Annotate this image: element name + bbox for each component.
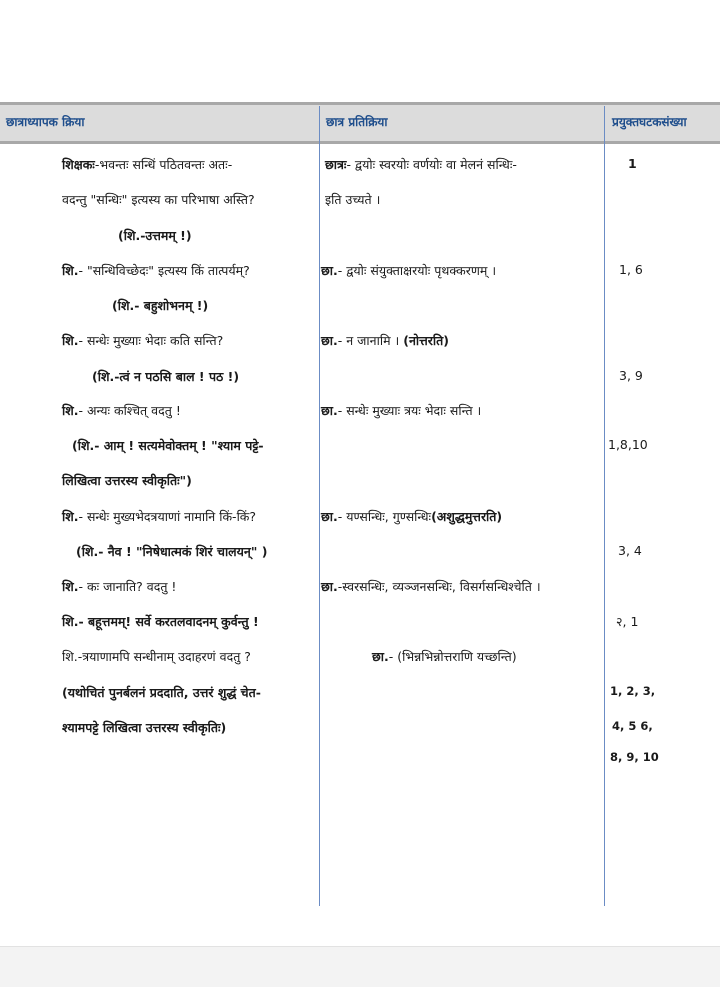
- teacher-text: शि.-त्रयाणामपि सन्धीनाम् उदाहरणं वदतु ?: [62, 649, 251, 664]
- student-text: छा.-स्वरसन्धिः, व्यञ्जनसन्धिः, विसर्गसन्धिश्चेति ।: [321, 579, 541, 594]
- components-count: 1, 6: [619, 262, 643, 277]
- components-count: 3, 4: [618, 543, 642, 558]
- teacher-feedback: (शि.-उत्तमम् !): [118, 228, 192, 243]
- components-count: 1, 2, 3,: [610, 684, 656, 698]
- student-text: छा.- (भिन्नभिन्नोत्तराणि यच्छन्ति): [372, 649, 517, 664]
- teacher-feedback: (शि.- आम् ! सत्यमेवोक्तम् ! "श्याम पट्टे-: [72, 438, 264, 453]
- teacher-text: शि.- बहूत्तमम्! सर्वे करतलवादनम् कुर्वन्तु !: [62, 614, 259, 629]
- teacher-text: शि.- सन्धेः मुख्याः भेदाः कति सन्ति?: [62, 333, 224, 348]
- teacher-text: (यथोचितं पुनर्बलनं प्रददाति, उत्तरं शुद्धं चेत-: [62, 685, 261, 700]
- components-count: २, 1: [616, 614, 639, 629]
- header-components-used: प्रयुक्तघटकसंख्या: [612, 115, 687, 129]
- components-count: 3, 9: [619, 368, 643, 383]
- components-count: 8, 9, 10: [610, 750, 659, 764]
- teacher-feedback: (शि.-त्वं न पठसि बाल ! पठ !): [92, 369, 240, 384]
- teacher-text: शिक्षकः-भवन्तः सन्धिं पठितवन्तः अतः-: [62, 157, 233, 172]
- teacher-text: श्यामपट्टे लिखित्वा उत्तरस्य स्वीकृतिः): [62, 720, 227, 735]
- teacher-feedback: (शि.- नैव ! "निषेधात्मकं शिरं चालयन्" ): [76, 544, 268, 559]
- header-student-response: छात्र प्रतिक्रिया: [326, 115, 388, 129]
- components-count: 1: [628, 156, 637, 171]
- student-text: छा.- यण्सन्धिः, गुण्सन्धिः(अशुद्धमुत्तरति): [321, 509, 503, 524]
- components-count: 1,8,10: [608, 437, 648, 452]
- student-text: छा.- न जानामि । (नोत्तरति): [321, 333, 449, 348]
- components-count: 4, 5 6,: [612, 719, 653, 733]
- page-bottom-margin: [0, 946, 720, 987]
- teacher-feedback: लिखित्वा उत्तरस्य स्वीकृतिः"): [62, 473, 192, 488]
- column-divider-1: [319, 106, 320, 906]
- teacher-text: शि.- "सन्धिविच्छेदः" इत्यस्य किं तात्पर्यम्?: [62, 263, 250, 278]
- header-teacher-action: छात्राध्यापक क्रिया: [6, 115, 85, 129]
- teacher-text: शि.- कः जानाति? वदतु !: [62, 579, 177, 594]
- column-divider-2: [604, 106, 605, 906]
- student-text: छा.- सन्धेः मुख्याः त्रयः भेदाः सन्ति ।: [321, 403, 482, 418]
- student-text: छात्रः- द्वयोः स्वरयोः वर्णयोः वा मेलनं सन्धिः-: [325, 157, 517, 172]
- student-text: छा.- द्वयोः संयुक्ताक्षरयोः पृथक्करणम् ।: [321, 263, 497, 278]
- student-text: इति उच्यते ।: [325, 192, 381, 207]
- teacher-text: शि.- अन्यः कश्चित् वदतु !: [62, 403, 181, 418]
- teacher-feedback: (शि.- बहुशोभनम् !): [112, 298, 209, 313]
- teacher-text: वदन्तु "सन्धिः" इत्यस्य का परिभाषा अस्ति?: [62, 192, 255, 207]
- teacher-text: शि.- सन्धेः मुख्यभेदत्रयाणां नामानि किं-किं?: [62, 509, 257, 524]
